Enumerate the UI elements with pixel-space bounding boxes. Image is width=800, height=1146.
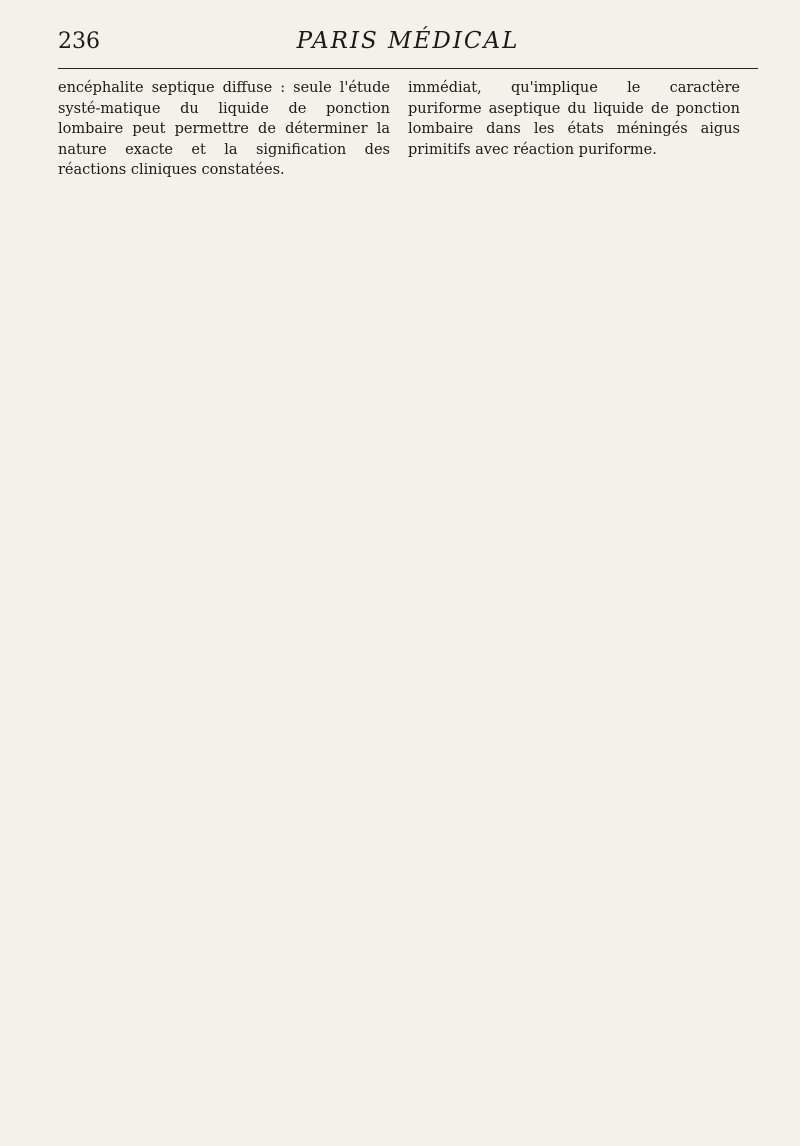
- running-head: [58, 28, 758, 69]
- right-column: [408, 78, 740, 160]
- journal-title: PARIS MÉDICAL: [296, 28, 520, 54]
- right-opening-sentence: immédiat, qu'implique le caractère puriforme aseptique du liquide de ponction lombaire dans les états méningés aigus primitifs avec réaction puriforme.: [408, 80, 740, 158]
- left-column: [58, 78, 390, 181]
- left-opening-sentence: encéphalite septique diffuse : seule l'étude systé-matique du liquide de ponction lombaire peut permettre de déterminer la nature exacte et la signification des réactions cliniques constatées.: [58, 80, 390, 178]
- article-body: [58, 78, 758, 1128]
- journal-page: [58, 28, 758, 1128]
- page-number: 236: [58, 29, 100, 54]
